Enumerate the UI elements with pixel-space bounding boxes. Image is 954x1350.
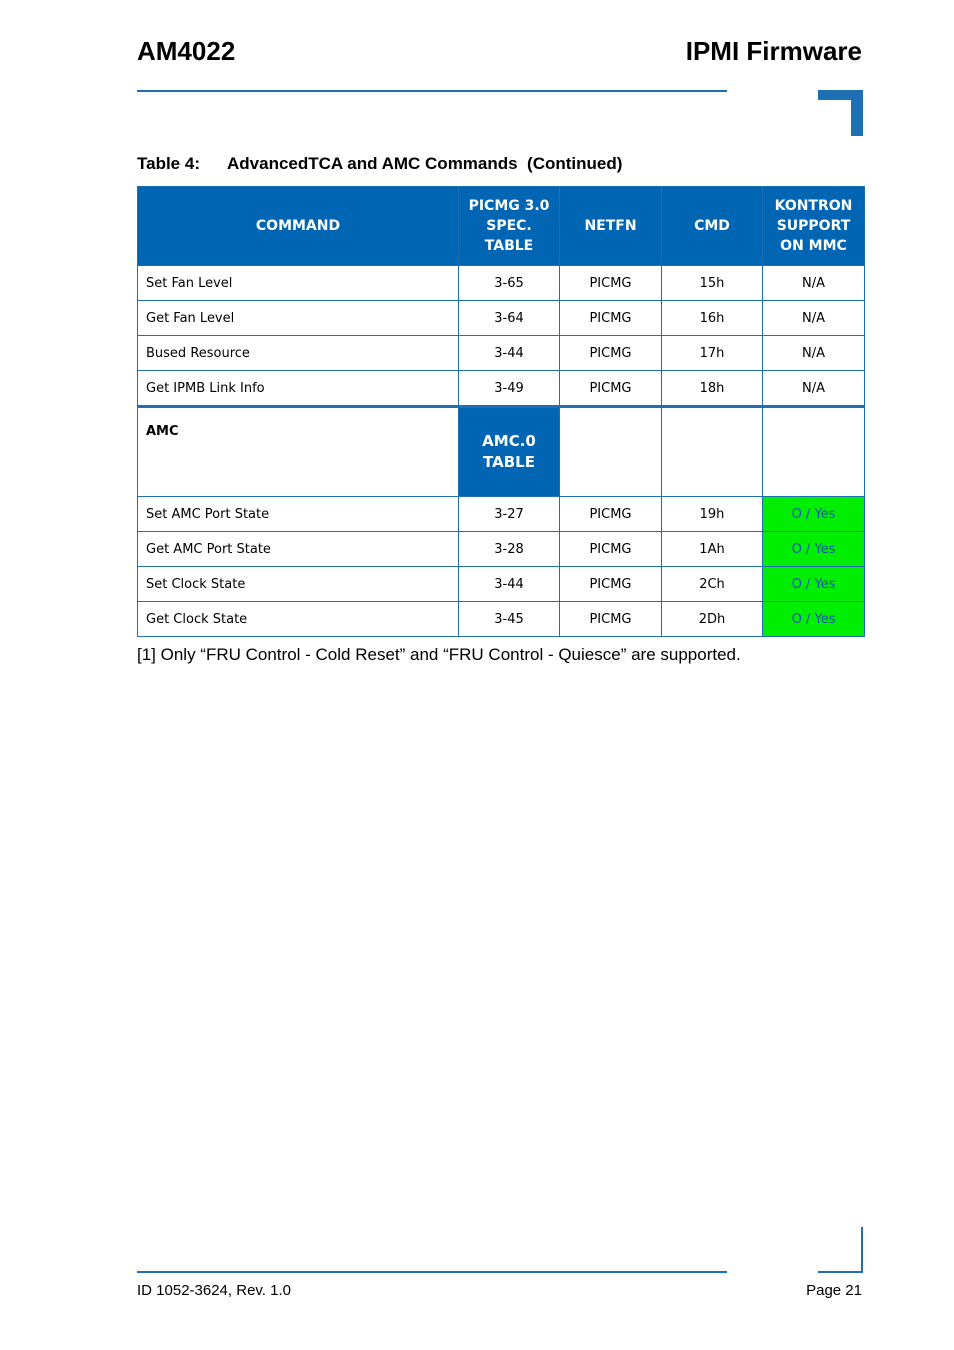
document-id: ID 1052-3624, Rev. 1.0 <box>137 1282 291 1299</box>
spec-cell: 3-27 <box>459 497 560 532</box>
corner-mark-top-vertical <box>851 90 863 136</box>
page-number: Page 21 <box>806 1282 862 1299</box>
spec-cell: 3-64 <box>459 301 560 336</box>
empty-cell <box>662 407 763 497</box>
cmd-cell: 2Ch <box>662 567 763 602</box>
spec-cell: 3-49 <box>459 371 560 407</box>
table-row <box>138 336 865 371</box>
command-cell: Get AMC Port State <box>138 532 459 567</box>
table-row <box>138 567 865 602</box>
command-cell: Get Clock State <box>138 602 459 637</box>
netfn-cell: PICMG <box>560 602 662 637</box>
table-footnote: [1] Only “FRU Control - Cold Reset” and “FRU Control - Quiesce” are supported. <box>137 645 741 664</box>
corner-mark-bottom-vertical <box>861 1227 863 1273</box>
table-caption-title: AdvancedTCA and AMC Commands (Continued) <box>227 154 623 173</box>
spec-cell: 3-44 <box>459 336 560 371</box>
table-row <box>138 266 865 301</box>
netfn-cell: PICMG <box>560 567 662 602</box>
cmd-cell: 17h <box>662 336 763 371</box>
table-row <box>138 497 865 532</box>
document-section-title: IPMI Firmware <box>685 36 862 66</box>
table-caption <box>137 154 622 174</box>
cmd-cell: 19h <box>662 497 763 532</box>
amc-section-spec: AMC.0 TABLE <box>459 407 560 497</box>
support-cell: O / Yes <box>763 602 865 637</box>
command-cell: Set Clock State <box>138 567 459 602</box>
netfn-cell: PICMG <box>560 301 662 336</box>
spec-cell: 3-44 <box>459 567 560 602</box>
netfn-cell: PICMG <box>560 266 662 301</box>
table-row <box>138 532 865 567</box>
header-netfn: NETFN <box>560 187 662 266</box>
command-cell: Get Fan Level <box>138 301 459 336</box>
cmd-cell: 1Ah <box>662 532 763 567</box>
command-cell: Set AMC Port State <box>138 497 459 532</box>
header-spec-table: PICMG 3.0 SPEC. TABLE <box>459 187 560 266</box>
cmd-cell: 16h <box>662 301 763 336</box>
amc-section-label: AMC <box>138 407 459 497</box>
corner-mark-bottom <box>818 1271 863 1273</box>
cmd-cell: 18h <box>662 371 763 407</box>
command-cell: Set Fan Level <box>138 266 459 301</box>
support-cell: O / Yes <box>763 497 865 532</box>
support-cell: N/A <box>763 371 865 407</box>
netfn-cell: PICMG <box>560 371 662 407</box>
table-row <box>138 371 865 407</box>
netfn-cell: PICMG <box>560 532 662 567</box>
netfn-cell: PICMG <box>560 497 662 532</box>
spec-cell: 3-45 <box>459 602 560 637</box>
support-cell: O / Yes <box>763 532 865 567</box>
header-rule <box>137 90 727 92</box>
footer-rule <box>137 1271 727 1273</box>
amc-section-row <box>138 407 865 497</box>
document-product-title: AM4022 <box>137 36 236 66</box>
empty-cell <box>560 407 662 497</box>
support-cell: O / Yes <box>763 567 865 602</box>
table-caption-number: Table 4: <box>137 154 200 173</box>
command-cell: Bused Resource <box>138 336 459 371</box>
support-cell: N/A <box>763 301 865 336</box>
table-row <box>138 602 865 637</box>
spec-cell: 3-28 <box>459 532 560 567</box>
table-header-row <box>138 187 865 266</box>
header-cmd: CMD <box>662 187 763 266</box>
commands-table <box>137 186 865 637</box>
header-kontron-support: KONTRON SUPPORT ON MMC <box>763 187 865 266</box>
cmd-cell: 15h <box>662 266 763 301</box>
table-row <box>138 301 865 336</box>
netfn-cell: PICMG <box>560 336 662 371</box>
support-cell: N/A <box>763 336 865 371</box>
spec-cell: 3-65 <box>459 266 560 301</box>
empty-cell <box>763 407 865 497</box>
support-cell: N/A <box>763 266 865 301</box>
command-cell: Get IPMB Link Info <box>138 371 459 407</box>
header-command: COMMAND <box>138 187 459 266</box>
cmd-cell: 2Dh <box>662 602 763 637</box>
